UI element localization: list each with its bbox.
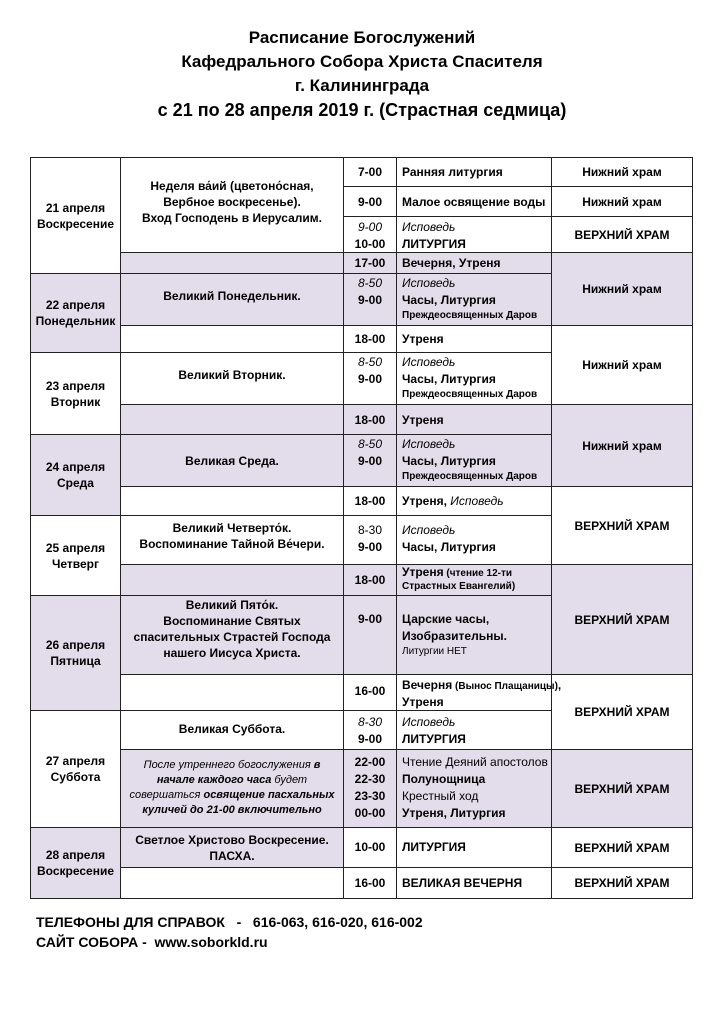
table-row-time: 9-00 bbox=[343, 186, 397, 217]
day-26-feast-blank bbox=[120, 674, 344, 711]
table-row-location: ВЕРХНИЙ ХРАМ bbox=[551, 749, 693, 828]
service: Часы, Литургия bbox=[402, 454, 496, 468]
note-text: в bbox=[313, 759, 321, 771]
day-date: 28 апреля bbox=[45, 848, 106, 862]
service: Часы, Литургия bbox=[402, 372, 496, 386]
note-text: будет bbox=[271, 774, 308, 786]
time: 8-30 bbox=[357, 523, 383, 537]
service: Утреня bbox=[402, 695, 444, 709]
day-27-note-cell bbox=[120, 749, 344, 828]
table-row-service: Утреня bbox=[396, 404, 552, 435]
day-date: 24 апреля bbox=[45, 460, 106, 474]
table-row-services bbox=[396, 216, 552, 253]
service: Утреня, bbox=[402, 494, 451, 508]
footer-site: САЙТ СОБОРА - www.soborkld.ru bbox=[36, 934, 268, 950]
table-row-services bbox=[396, 515, 552, 565]
time: 8-50 bbox=[357, 437, 383, 451]
feast-line: спасительных Страстей Господа bbox=[133, 630, 331, 644]
feast-line: ПАСХА. bbox=[209, 849, 255, 863]
day-22-date-cell bbox=[30, 273, 121, 353]
table-row-service: Ранняя литургия bbox=[396, 157, 552, 187]
service: Исповедь bbox=[450, 494, 504, 508]
table-row-location: Нижний храм bbox=[551, 186, 693, 217]
service: Часы, Литургия bbox=[402, 293, 496, 307]
table-row-services bbox=[396, 595, 552, 675]
day-22-feast-blank bbox=[120, 325, 344, 353]
day-weekday: Вторник bbox=[50, 394, 101, 409]
service: Страстных Евангелий) bbox=[402, 581, 516, 592]
feast-line: Вход Господень в Иерусалим. bbox=[142, 211, 322, 225]
service: , bbox=[557, 678, 562, 692]
feast-line: Великий Четверто́к. bbox=[172, 521, 292, 535]
service: Преждеосвященных Даров bbox=[402, 389, 538, 400]
day-24-feast-cell: Великая Среда. bbox=[120, 434, 344, 487]
day-23-date-cell bbox=[30, 352, 121, 435]
day-weekday: Воскресение bbox=[36, 216, 114, 231]
day-28-feast-cell bbox=[120, 827, 344, 868]
time: 9-00 bbox=[357, 454, 383, 468]
table-row-services bbox=[396, 710, 552, 750]
table-row-time: 7-00 bbox=[343, 157, 397, 187]
service: Утреня, Литургия bbox=[402, 806, 506, 820]
service: Исповедь bbox=[402, 437, 456, 451]
title-line-4: с 21 по 28 апреля 2019 г. (Страстная седмица) bbox=[157, 100, 567, 120]
table-row-times bbox=[343, 216, 397, 253]
day-weekday: Воскресение bbox=[36, 864, 114, 878]
table-row-service bbox=[396, 486, 552, 516]
time: 9-00 bbox=[357, 220, 383, 234]
service: Исповедь bbox=[402, 523, 456, 537]
page-title bbox=[0, 26, 724, 122]
table-row-time: 16-00 bbox=[343, 867, 397, 899]
time: 9-00 bbox=[357, 293, 383, 307]
title-line-3: г. Калининграда bbox=[294, 76, 430, 95]
day-weekday: Суббота bbox=[50, 770, 101, 784]
note-text: начале каждого часа bbox=[156, 774, 272, 786]
service: Преждеосвященных Даров bbox=[402, 471, 538, 482]
table-row-service bbox=[396, 674, 562, 711]
day-27-feast-cell: Великая Суббота. bbox=[120, 710, 344, 750]
table-row-services bbox=[396, 352, 552, 405]
day-26-date-cell bbox=[30, 595, 121, 711]
table-row-location: ВЕРХНИЙ ХРАМ bbox=[551, 486, 693, 565]
day-22-feast-cell: Великий Понедельник. bbox=[120, 273, 344, 326]
day-23-feast-cell: Великий Вторник. bbox=[120, 352, 344, 405]
time: 22-00 bbox=[354, 755, 386, 769]
table-row-time: 18-00 bbox=[343, 325, 397, 353]
day-25-date-cell bbox=[30, 515, 121, 596]
table-row-location: ВЕРХНИЙ ХРАМ bbox=[551, 674, 693, 750]
day-23-feast-blank bbox=[120, 404, 344, 435]
table-row-location: ВЕРХНИЙ ХРАМ bbox=[551, 867, 693, 899]
day-27-date-cell bbox=[30, 710, 121, 828]
table-row-times bbox=[343, 273, 397, 326]
day-weekday: Четверг bbox=[51, 556, 100, 571]
time: 8-50 bbox=[357, 355, 383, 369]
time: 9-00 bbox=[357, 372, 383, 386]
table-row-service: ВЕЛИКАЯ ВЕЧЕРНЯ bbox=[396, 867, 552, 899]
table-row-location: ВЕРХНИЙ ХРАМ bbox=[551, 564, 693, 675]
day-28-date-cell bbox=[30, 827, 121, 899]
service: (Вынос Плащаницы) bbox=[452, 681, 558, 692]
note-text: совершаться bbox=[129, 789, 204, 801]
service: Чтение Деяний апостолов bbox=[402, 755, 548, 769]
table-row-time: 18-00 bbox=[343, 404, 397, 435]
feast-line: Неделя ва́ий (цветоно́сная, bbox=[150, 179, 314, 193]
note-text: освящение пасхальных bbox=[203, 789, 335, 801]
service: Исповедь bbox=[402, 355, 456, 369]
table-row-location: ВЕРХНИЙ ХРАМ bbox=[551, 827, 693, 868]
service: Изобразительны. bbox=[402, 629, 507, 643]
time: 23-30 bbox=[354, 789, 386, 803]
table-row-services bbox=[396, 273, 552, 326]
title-line-1: Расписание Богослужений bbox=[248, 28, 476, 47]
day-24-date-cell bbox=[30, 434, 121, 516]
service: ЛИТУРГИЯ bbox=[402, 732, 466, 746]
time: 22-30 bbox=[354, 772, 386, 786]
feast-line: Светлое Христово Воскресение. bbox=[135, 833, 329, 847]
feast-line: Вербное воскресенье). bbox=[163, 195, 301, 209]
service: Вечерня bbox=[402, 678, 453, 692]
day-21-date-cell bbox=[30, 157, 121, 274]
day-weekday: Пятница bbox=[50, 654, 101, 668]
day-date: 23 апреля bbox=[45, 378, 106, 393]
service: Исповедь bbox=[402, 715, 456, 729]
table-row-location: Нижний храм bbox=[551, 325, 693, 405]
table-row-times bbox=[343, 515, 397, 565]
day-weekday: Понедельник bbox=[35, 314, 116, 328]
table-row-location: Нижний храм bbox=[551, 252, 693, 326]
day-24-feast-blank bbox=[120, 486, 344, 516]
feast-line: Великий Пято́к. bbox=[185, 598, 279, 612]
footer-phones: ТЕЛЕФОНЫ ДЛЯ СПРАВОК - 616-063, 616-020, 616-002 bbox=[36, 914, 423, 930]
table-row-times bbox=[343, 749, 397, 828]
service: Крестный ход bbox=[402, 789, 479, 803]
service: Преждеосвященных Даров bbox=[402, 310, 538, 321]
day-28-feast-blank bbox=[120, 867, 344, 899]
time: 9-00 bbox=[357, 732, 383, 746]
service: Царские часы, bbox=[402, 612, 490, 626]
table-row-services bbox=[396, 434, 552, 487]
service: Исповедь bbox=[402, 276, 456, 290]
table-row-services bbox=[396, 749, 552, 828]
time: 10-00 bbox=[354, 237, 386, 251]
service: Утреня bbox=[402, 565, 444, 579]
service: Полунощница bbox=[402, 772, 486, 786]
day-date: 27 апреля bbox=[45, 754, 106, 768]
service: Литургии НЕТ bbox=[402, 646, 467, 657]
table-row-time: 18-00 bbox=[343, 486, 397, 516]
day-date: 25 апреля bbox=[45, 540, 106, 555]
day-25-feast-cell bbox=[120, 515, 344, 565]
time: 8-30 bbox=[357, 715, 383, 729]
day-weekday: Среда bbox=[57, 476, 94, 490]
note-text: После утреннего богослужения bbox=[143, 759, 314, 771]
day-date: 21 апреля bbox=[45, 200, 106, 215]
feast-line: Воспоминание Тайной Ве́чери. bbox=[139, 537, 325, 551]
table-row-times bbox=[343, 434, 397, 487]
day-date: 22 апреля bbox=[45, 298, 106, 312]
feast-line: нашего Иисуса Христа. bbox=[163, 646, 301, 660]
time: 9-00 bbox=[357, 540, 383, 554]
table-row-location: Нижний храм bbox=[551, 404, 693, 487]
service: ЛИТУРГИЯ bbox=[402, 237, 466, 251]
table-row-service bbox=[396, 564, 552, 596]
table-row-time: 18-00 bbox=[343, 564, 397, 596]
table-row-service: Малое освящение воды bbox=[396, 186, 552, 217]
table-row-time: 10-00 bbox=[343, 827, 397, 868]
table-row-location: ВЕРХНИЙ ХРАМ bbox=[551, 216, 693, 253]
day-date: 26 апреля bbox=[45, 638, 106, 652]
service: Часы, Литургия bbox=[402, 540, 496, 554]
day-21-feast-blank bbox=[120, 252, 344, 274]
table-row-service: ЛИТУРГИЯ bbox=[396, 827, 552, 868]
day-25-feast-blank bbox=[120, 564, 344, 596]
table-row-service: Утреня bbox=[396, 325, 552, 353]
service: Исповедь bbox=[402, 220, 456, 234]
footer bbox=[36, 912, 423, 952]
table-row-time: 9-00 bbox=[343, 595, 397, 675]
table-row-times bbox=[343, 352, 397, 405]
table-row-time: 16-00 bbox=[343, 674, 397, 711]
day-21-feast-cell bbox=[120, 157, 344, 253]
note-text: куличей до 21-00 включительно bbox=[142, 804, 322, 816]
table-row-times bbox=[343, 710, 397, 750]
title-line-2: Кафедрального Собора Христа Спасителя bbox=[181, 52, 543, 71]
table-row-location: Нижний храм bbox=[551, 157, 693, 187]
service: (чтение 12-ти bbox=[443, 568, 513, 579]
time: 8-50 bbox=[357, 276, 383, 290]
time: 00-00 bbox=[354, 806, 386, 820]
feast-line: Воспоминание Святых bbox=[163, 614, 301, 628]
table-row-time: 17-00 bbox=[343, 252, 397, 274]
day-26-feast-cell bbox=[120, 595, 344, 675]
table-row-service: Вечерня, Утреня bbox=[396, 252, 552, 274]
